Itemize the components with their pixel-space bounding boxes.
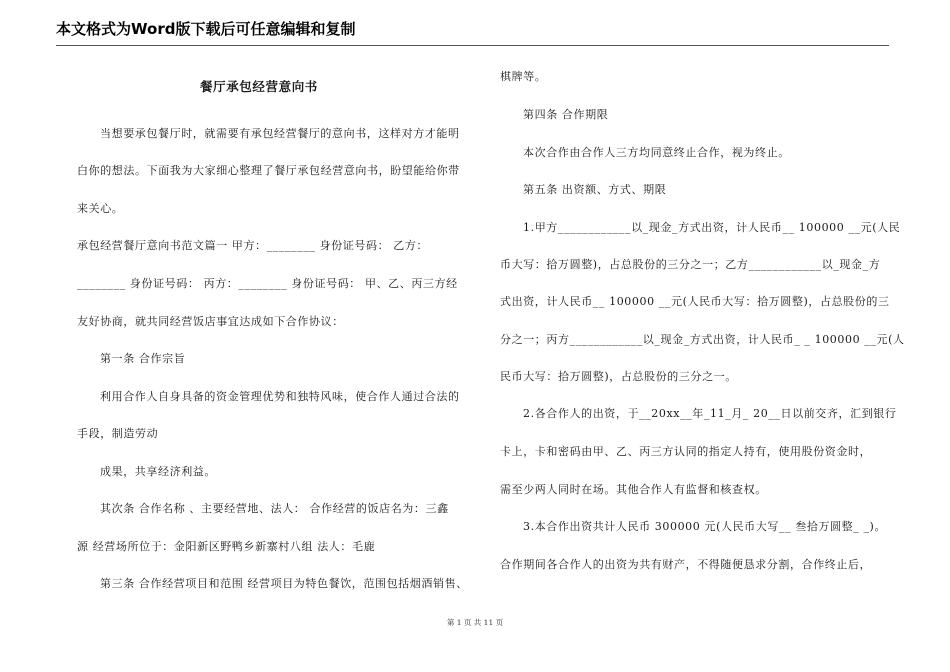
right-line-1: 棋牌等。 [500,70,547,83]
right-line-14: 合作期间各合作人的出资为共有财产，不得随便恳求分割，合作终止后， [500,558,872,571]
right-line-2: 第四条 合作期限 [523,108,609,121]
left-line-10: 成果，共享经济利益。 [100,465,216,478]
right-line-10: 2.各合作人的出资，于__20xx__年_11_月_ 20__日以前交齐，汇到银行 [523,407,897,420]
right-line-9: 民币大写：拾万圆整)，占总股份的三分之一。 [500,370,737,383]
left-line-5: ________ 身份证号码： 丙方：________ 身份证号码： 甲、乙、丙三方经 [77,277,458,290]
right-line-5: 1.甲方____________以_现金_方式出资，计人民币__ 100000 __元(人民 [523,221,901,234]
right-line-8: 分之一；丙方____________以_现金_方式出资，计人民币_ _ 100000 __元(人 [500,333,905,346]
document-title: 餐厅承包经营意向书 [200,79,318,94]
left-line-11: 其次条 合作名称 、主要经营地、法人： 合作经营的饭店名为：三鑫 [100,502,449,515]
left-line-8: 利用合作人自身具备的资金管理优势和独特风味，使合作人通过合法的 [100,390,460,403]
right-line-4: 第五条 出资额、方式、期限 [523,183,667,196]
document-banner: 本文格式为Word版下载后可任意编辑和复制 [56,20,356,38]
header-divider [56,45,889,46]
page-number: 第 1 页 共 11 页 [446,618,504,627]
left-line-13: 第三条 合作经营项目和范围 经营项目为特色餐饮，范围包括烟酒销售、 [100,577,468,590]
right-line-12: 需至少两人同时在场。其他合作人有监督和核查权。 [500,483,767,496]
left-line-12: 源 经营场所位于：金阳新区野鸭乡新寨村八组 法人：毛鹿 [77,540,376,553]
left-line-9: 手段，制造劳动 [77,427,159,440]
right-line-7: 式出资，计人民币__ 100000 __元(人民币大写：拾万圆整)，占总股份的三 [500,295,890,308]
left-line-1: 当想要承包餐厅时，就需要有承包经营餐厅的意向书，这样对方才能明 [100,127,460,140]
left-line-2: 白你的想法。下面我为大家细心整理了餐厅承包经营意向书，盼望能给你带 [77,164,460,177]
right-line-13: 3.本合作出资共计人民币 300000 元(人民币大写__ 叁拾万圆整_ _)。 [523,520,887,533]
left-line-6: 友好协商，就共同经营饭店事宜达成如下合作协议： [77,315,344,328]
right-line-11: 卡上，卡和密码由甲、乙、丙三方认同的指定人持有，使用股份资金时， [500,445,872,458]
left-line-7: 第一条 合作宗旨 [100,352,186,365]
left-line-4: 承包经营餐厅意向书范文篇一 甲方：________ 身份证号码： 乙方： [77,239,429,252]
right-line-3: 本次合作由合作人三方均同意终止合作，视为终止。 [523,146,790,159]
left-line-3: 来关心。 [77,202,124,215]
right-line-6: 币大写：拾万圆整)，占总股份的三分之一；乙方____________以_现金_方 [500,258,881,271]
